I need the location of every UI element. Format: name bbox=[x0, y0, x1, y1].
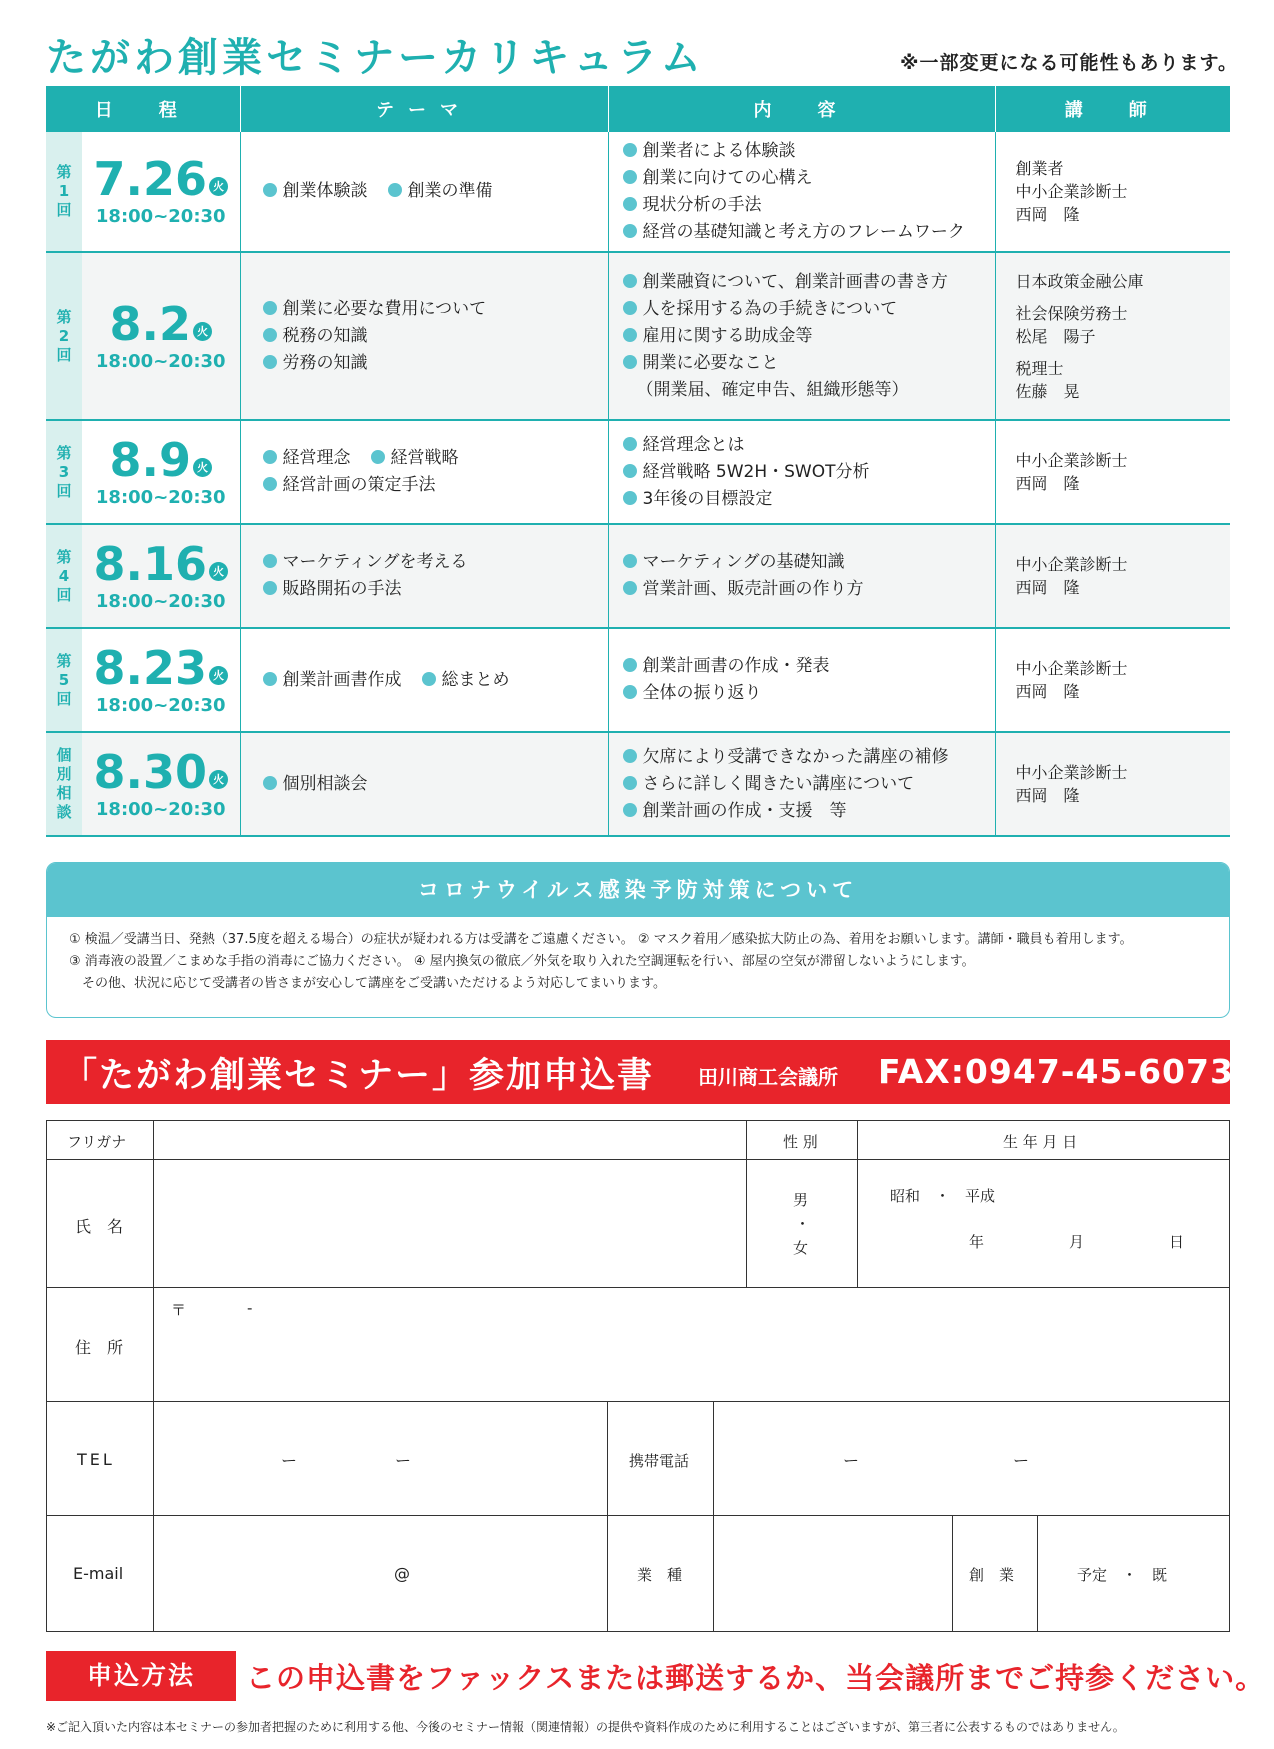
content-text: 創業計画の作成・支援 等 bbox=[642, 800, 847, 821]
gender-label: 性 別 bbox=[783, 1133, 818, 1151]
birth-era[interactable]: 昭和 ・ 平成 bbox=[890, 1187, 996, 1205]
theme-text: 創業計画書作成 bbox=[282, 669, 402, 690]
content-item bbox=[623, 296, 995, 323]
instructor-block bbox=[1016, 270, 1231, 293]
bullet-dot-icon bbox=[623, 685, 637, 699]
bullet-dot-icon bbox=[371, 450, 385, 464]
curriculum-row bbox=[46, 524, 1230, 628]
form-divider bbox=[952, 1515, 953, 1631]
instructor-line: 中小企業診断士 bbox=[1015, 451, 1128, 470]
form-divider bbox=[1037, 1515, 1038, 1631]
content-item bbox=[623, 653, 995, 680]
content-item bbox=[623, 165, 995, 192]
apply-method-badge: 申込方法 bbox=[46, 1651, 236, 1701]
bullet-dot-icon bbox=[623, 301, 637, 315]
instructor-line: 中小企業診断士 bbox=[1015, 555, 1128, 574]
content-text: 経営理念とは bbox=[642, 434, 745, 455]
content-item bbox=[623, 771, 995, 798]
curriculum-table bbox=[46, 86, 1230, 837]
bullet-dot-icon bbox=[623, 143, 637, 157]
session-instructor-cell bbox=[995, 732, 1230, 836]
session-theme-cell bbox=[240, 252, 608, 420]
bullet-dot-icon bbox=[623, 328, 637, 342]
theme-line bbox=[263, 576, 608, 603]
bullet-dot-icon bbox=[263, 301, 277, 315]
session-theme-cell bbox=[240, 420, 608, 524]
instructor-line: 松尾 陽子 bbox=[1015, 326, 1096, 346]
mobile-dash: ー bbox=[843, 1451, 860, 1470]
theme-line bbox=[263, 296, 608, 323]
header-theme: テーマ bbox=[240, 86, 608, 132]
content-text: 人を採用する為の手続きについて bbox=[642, 298, 898, 319]
corona-line: ③ 消毒液の設置／こまめな手指の消毒にご協力ください。 ④ 屋内換気の徹底／外気を取り入れた空調運転を行い、部屋の空気が滞留しないようにします。 bbox=[69, 954, 975, 969]
content-item bbox=[623, 486, 995, 513]
curriculum-row bbox=[46, 628, 1230, 732]
session-date-cell bbox=[82, 132, 240, 252]
change-notice: ※一部変更になる可能性もあります。 bbox=[900, 52, 1238, 74]
bullet-dot-icon bbox=[623, 437, 637, 451]
session-date: 8.9 bbox=[109, 432, 191, 487]
tel-dash: ー bbox=[281, 1451, 298, 1470]
theme-item bbox=[263, 670, 402, 690]
bullet-dot-icon bbox=[623, 776, 637, 790]
session-date: 7.26 bbox=[93, 152, 207, 206]
mobile-label: 携帯電話 bbox=[629, 1452, 690, 1470]
bullet-dot-icon bbox=[623, 581, 637, 595]
birthdate-label: 生 年 月 日 bbox=[1003, 1133, 1078, 1151]
session-label bbox=[46, 132, 82, 252]
content-item bbox=[623, 138, 995, 165]
session-content-cell bbox=[608, 732, 995, 836]
bullet-dot-icon bbox=[623, 274, 637, 288]
session-label-text: 個別相談 bbox=[56, 746, 72, 821]
session-date-cell bbox=[82, 628, 240, 732]
content-text: 経営戦略 5W2H・SWOT分析 bbox=[642, 461, 870, 482]
session-content-cell bbox=[608, 524, 995, 628]
postal-dash: - bbox=[247, 1299, 253, 1317]
session-instructor-cell bbox=[995, 252, 1230, 420]
bullet-dot-icon bbox=[263, 328, 277, 342]
instructor-line: 中小企業診断士 bbox=[1015, 659, 1128, 678]
instructor-block bbox=[1016, 302, 1231, 348]
instructor-line: 西岡 隆 bbox=[1015, 205, 1080, 224]
content-text: マーケティングの基礎知識 bbox=[642, 552, 845, 572]
session-date-group bbox=[93, 536, 229, 591]
theme-item bbox=[263, 552, 468, 572]
header-content: 内 容 bbox=[608, 86, 995, 132]
instructor-block bbox=[1016, 449, 1231, 495]
instructor-line: 西岡 隆 bbox=[1015, 578, 1080, 597]
session-label bbox=[46, 628, 82, 732]
session-label bbox=[46, 420, 82, 524]
theme-item bbox=[388, 181, 493, 201]
content-text: 創業計画書の作成・発表 bbox=[642, 656, 830, 676]
gender-separator: ・ bbox=[795, 1215, 811, 1233]
session-content-cell bbox=[608, 252, 995, 420]
content-text: 現状分析の手法 bbox=[642, 194, 762, 215]
session-date-group bbox=[93, 640, 229, 695]
postal-mark: 〒 bbox=[171, 1301, 187, 1319]
bullet-dot-icon bbox=[623, 554, 637, 568]
instructor-line: 佐藤 晃 bbox=[1015, 381, 1080, 401]
curriculum-row bbox=[46, 420, 1230, 524]
instructor-block bbox=[1016, 553, 1231, 599]
theme-text: 販路開拓の手法 bbox=[282, 579, 402, 599]
session-date-cell bbox=[82, 732, 240, 836]
session-time: 18:00~20:30 bbox=[95, 590, 226, 612]
tel-label: TEL bbox=[77, 1450, 115, 1469]
content-item bbox=[623, 432, 995, 459]
session-content-cell bbox=[608, 628, 995, 732]
bullet-dot-icon bbox=[263, 355, 277, 369]
address-label: 住 所 bbox=[75, 1338, 124, 1357]
email-at: @ bbox=[394, 1564, 410, 1583]
session-label-text: 第1回 bbox=[56, 163, 72, 219]
address-field[interactable] bbox=[154, 1288, 1229, 1400]
content-text: 創業に向けての心構え bbox=[642, 167, 813, 188]
session-label bbox=[46, 732, 82, 836]
corona-line: ① 検温／受講当日、発熱（37.5度を超える場合）の症状が疑われる方は受講をご遠慮ください。 ② マスク着用／感染拡大防止の為、着用をお願いします。講師・職員も着用します。 bbox=[69, 932, 1133, 947]
name-label: 氏 名 bbox=[75, 1217, 124, 1236]
content-text: 全体の振り返り bbox=[642, 683, 762, 703]
instructor-line: 日本政策金融公庫 bbox=[1015, 271, 1144, 291]
tel-field[interactable] bbox=[154, 1402, 607, 1514]
content-item bbox=[623, 269, 995, 296]
theme-item bbox=[263, 181, 368, 201]
session-label bbox=[46, 524, 82, 628]
bullet-dot-icon bbox=[623, 197, 637, 211]
theme-line bbox=[263, 667, 608, 694]
email-label: E-mail bbox=[73, 1564, 124, 1583]
corona-line: その他、状況に応じて受講者の皆さまが安心して講座をご受講いただけるよう対応してまいります。 bbox=[69, 976, 666, 991]
theme-line bbox=[263, 350, 608, 377]
theme-line bbox=[263, 323, 608, 350]
theme-text: 経営理念 bbox=[282, 448, 351, 468]
session-date: 8.2 bbox=[109, 296, 191, 351]
theme-line bbox=[263, 549, 608, 576]
industry-field[interactable] bbox=[714, 1516, 952, 1630]
theme-text: 創業体験談 bbox=[282, 181, 368, 201]
content-text: 創業融資について、創業計画書の書き方 bbox=[642, 271, 948, 292]
theme-item bbox=[263, 353, 368, 373]
instructor-line: 西岡 隆 bbox=[1015, 682, 1080, 701]
bullet-dot-icon bbox=[623, 464, 637, 478]
theme-text: 創業の準備 bbox=[407, 181, 493, 201]
bullet-dot-icon bbox=[263, 581, 277, 595]
instructor-line: 中小企業診断士 bbox=[1015, 182, 1128, 201]
application-title: 「たがわ創業セミナー」参加申込書 bbox=[62, 1056, 655, 1096]
content-item bbox=[623, 549, 995, 576]
bullet-dot-icon bbox=[263, 477, 277, 491]
session-date-cell bbox=[82, 252, 240, 420]
curriculum-body bbox=[46, 132, 1230, 836]
session-content-cell bbox=[608, 132, 995, 252]
content-text: さらに詳しく聞きたい講座について bbox=[642, 773, 915, 794]
instructor-line: 中小企業診断士 bbox=[1015, 763, 1128, 782]
session-label-text: 第3回 bbox=[56, 443, 72, 500]
privacy-footnote: ※ご記入頂いた内容は本セミナーの参加者把握のために利用する他、今後のセミナー情報（関連情報）の提供や資料作成のために利用することはございますが、第三者に公表するものではありません。 bbox=[46, 1720, 1125, 1734]
bullet-dot-icon bbox=[623, 658, 637, 672]
application-form bbox=[46, 1120, 1230, 1632]
session-theme-cell bbox=[240, 732, 608, 836]
form-divider bbox=[607, 1401, 608, 1631]
furigana-label: フリガナ bbox=[67, 1133, 127, 1151]
session-time: 18:00~20:30 bbox=[95, 694, 226, 716]
bullet-dot-icon bbox=[263, 183, 277, 197]
instructor-line: 西岡 隆 bbox=[1015, 474, 1080, 493]
session-date-group bbox=[93, 152, 229, 206]
content-note: （開業届、確定申告、組織形態等） bbox=[636, 379, 909, 400]
instructor-line: 西岡 隆 bbox=[1015, 786, 1080, 805]
bullet-dot-icon bbox=[623, 491, 637, 505]
session-instructor-cell bbox=[995, 420, 1230, 524]
weekday-badge: 火 bbox=[209, 770, 228, 789]
corona-title: コロナウイルス感染予防対策について bbox=[47, 863, 1229, 917]
theme-text: 経営計画の策定手法 bbox=[282, 475, 436, 495]
theme-text: 労務の知識 bbox=[282, 352, 368, 373]
theme-item bbox=[263, 299, 487, 319]
theme-text: 総まとめ bbox=[441, 669, 510, 690]
content-text: 欠席により受講できなかった講座の補修 bbox=[642, 746, 949, 767]
content-item bbox=[623, 350, 995, 377]
content-item bbox=[623, 798, 995, 825]
form-divider bbox=[857, 1121, 858, 1287]
theme-item bbox=[422, 670, 510, 690]
bullet-dot-icon bbox=[263, 554, 277, 568]
instructor-block bbox=[1016, 157, 1231, 226]
session-theme-cell bbox=[240, 132, 608, 252]
content-item bbox=[623, 744, 995, 771]
theme-text: 経営戦略 bbox=[390, 448, 459, 468]
instructor-line: 社会保険労務士 bbox=[1015, 303, 1128, 323]
content-item bbox=[623, 680, 995, 707]
page-title: たがわ創業セミナーカリキュラム bbox=[46, 35, 705, 81]
session-time: 18:00~20:30 bbox=[95, 206, 226, 227]
organization-name: 田川商工会議所 bbox=[698, 1065, 838, 1089]
name-field[interactable] bbox=[154, 1160, 746, 1286]
content-text: 雇用に関する助成金等 bbox=[642, 325, 813, 346]
theme-item bbox=[263, 326, 368, 346]
theme-text: 税務の知識 bbox=[282, 325, 368, 346]
gender-male[interactable]: 男 bbox=[793, 1191, 809, 1209]
session-date-group bbox=[109, 432, 213, 487]
application-title-bar bbox=[46, 1040, 1234, 1104]
content-text: 経営の基礎知識と考え方のフレームワーク bbox=[642, 221, 965, 242]
session-label-text: 第5回 bbox=[56, 651, 72, 708]
content-text: 営業計画、販売計画の作り方 bbox=[642, 579, 864, 599]
session-date-cell bbox=[82, 524, 240, 628]
weekday-badge: 火 bbox=[193, 322, 212, 341]
theme-text: マーケティングを考える bbox=[282, 552, 468, 572]
content-text: 3年後の目標設定 bbox=[642, 488, 773, 509]
theme-line bbox=[263, 445, 608, 472]
session-instructor-cell bbox=[995, 628, 1230, 732]
bullet-dot-icon bbox=[263, 450, 277, 464]
bullet-dot-icon bbox=[263, 672, 277, 686]
session-date: 8.23 bbox=[93, 640, 207, 695]
content-item bbox=[623, 219, 995, 246]
instructor-block bbox=[1016, 357, 1231, 403]
content-text: 開業に必要なこと bbox=[642, 352, 779, 373]
weekday-badge: 火 bbox=[209, 666, 228, 685]
content-item bbox=[623, 576, 995, 603]
session-instructor-cell bbox=[995, 132, 1230, 252]
mobile-field[interactable] bbox=[714, 1402, 1229, 1514]
curriculum-row bbox=[46, 732, 1230, 836]
form-divider bbox=[746, 1121, 747, 1287]
tel-dash: ー bbox=[395, 1451, 412, 1470]
session-label-text: 第2回 bbox=[56, 307, 72, 364]
weekday-badge: 火 bbox=[209, 562, 228, 581]
session-date: 8.30 bbox=[93, 744, 207, 799]
instructor-block bbox=[1016, 761, 1231, 807]
theme-text: 個別相談会 bbox=[282, 773, 368, 794]
bullet-dot-icon bbox=[623, 355, 637, 369]
theme-line bbox=[263, 771, 608, 798]
startup-status[interactable]: 予定 ・ 既 bbox=[1077, 1566, 1168, 1584]
session-time: 18:00~20:30 bbox=[95, 350, 226, 372]
header-schedule: 日 程 bbox=[46, 86, 240, 132]
content-item bbox=[623, 323, 995, 350]
theme-item bbox=[263, 579, 402, 599]
theme-item bbox=[263, 774, 368, 794]
theme-line bbox=[263, 472, 608, 499]
curriculum-header-row bbox=[46, 86, 1230, 132]
bullet-dot-icon bbox=[623, 803, 637, 817]
furigana-field[interactable] bbox=[154, 1122, 746, 1158]
instructor-block bbox=[1016, 657, 1231, 703]
bullet-dot-icon bbox=[623, 224, 637, 238]
instructor-line: 税理士 bbox=[1015, 358, 1064, 378]
content-item bbox=[623, 459, 995, 486]
session-time: 18:00~20:30 bbox=[95, 486, 226, 508]
bullet-dot-icon bbox=[623, 170, 637, 184]
session-label bbox=[46, 252, 82, 420]
bullet-dot-icon bbox=[388, 183, 402, 197]
mobile-dash: ー bbox=[1013, 1451, 1030, 1470]
bullet-dot-icon bbox=[263, 776, 277, 790]
session-theme-cell bbox=[240, 628, 608, 732]
instructor-line: 創業者 bbox=[1015, 159, 1064, 178]
weekday-badge: 火 bbox=[209, 177, 228, 196]
curriculum-row bbox=[46, 132, 1230, 252]
session-content-cell bbox=[608, 420, 995, 524]
theme-item bbox=[371, 448, 459, 468]
fax-number: FAX:0947-45-6073 bbox=[878, 1052, 1234, 1091]
birth-month-label: 月 bbox=[1069, 1233, 1085, 1251]
session-time: 18:00~20:30 bbox=[95, 798, 226, 820]
theme-line bbox=[263, 178, 608, 205]
weekday-badge: 火 bbox=[193, 458, 212, 477]
curriculum-row bbox=[46, 252, 1230, 420]
session-date-group bbox=[109, 296, 213, 351]
session-instructor-cell bbox=[995, 524, 1230, 628]
birth-year-label: 年 bbox=[969, 1233, 985, 1251]
theme-item bbox=[263, 448, 351, 468]
session-theme-cell bbox=[240, 524, 608, 628]
corona-notice bbox=[46, 862, 1230, 1018]
theme-item bbox=[263, 475, 436, 495]
session-date-cell bbox=[82, 420, 240, 524]
apply-method-text: この申込書をファックスまたは郵送するか、当会議所までご持参ください。 bbox=[246, 1661, 1266, 1695]
startup-label: 創 業 bbox=[969, 1566, 1015, 1584]
session-date-group bbox=[93, 744, 229, 799]
gender-female[interactable]: 女 bbox=[793, 1239, 809, 1257]
email-field[interactable] bbox=[154, 1516, 607, 1630]
session-date: 8.16 bbox=[93, 536, 207, 591]
header-instructor: 講 師 bbox=[995, 86, 1230, 132]
theme-text: 創業に必要な費用について bbox=[282, 298, 487, 319]
bullet-dot-icon bbox=[623, 749, 637, 763]
content-item bbox=[623, 192, 995, 219]
corona-body bbox=[47, 917, 1229, 995]
session-label-text: 第4回 bbox=[56, 547, 72, 604]
content-text: 創業者による体験談 bbox=[642, 140, 796, 161]
industry-label: 業 種 bbox=[637, 1566, 683, 1584]
birth-day-label: 日 bbox=[1169, 1233, 1185, 1251]
bullet-dot-icon bbox=[422, 672, 436, 686]
